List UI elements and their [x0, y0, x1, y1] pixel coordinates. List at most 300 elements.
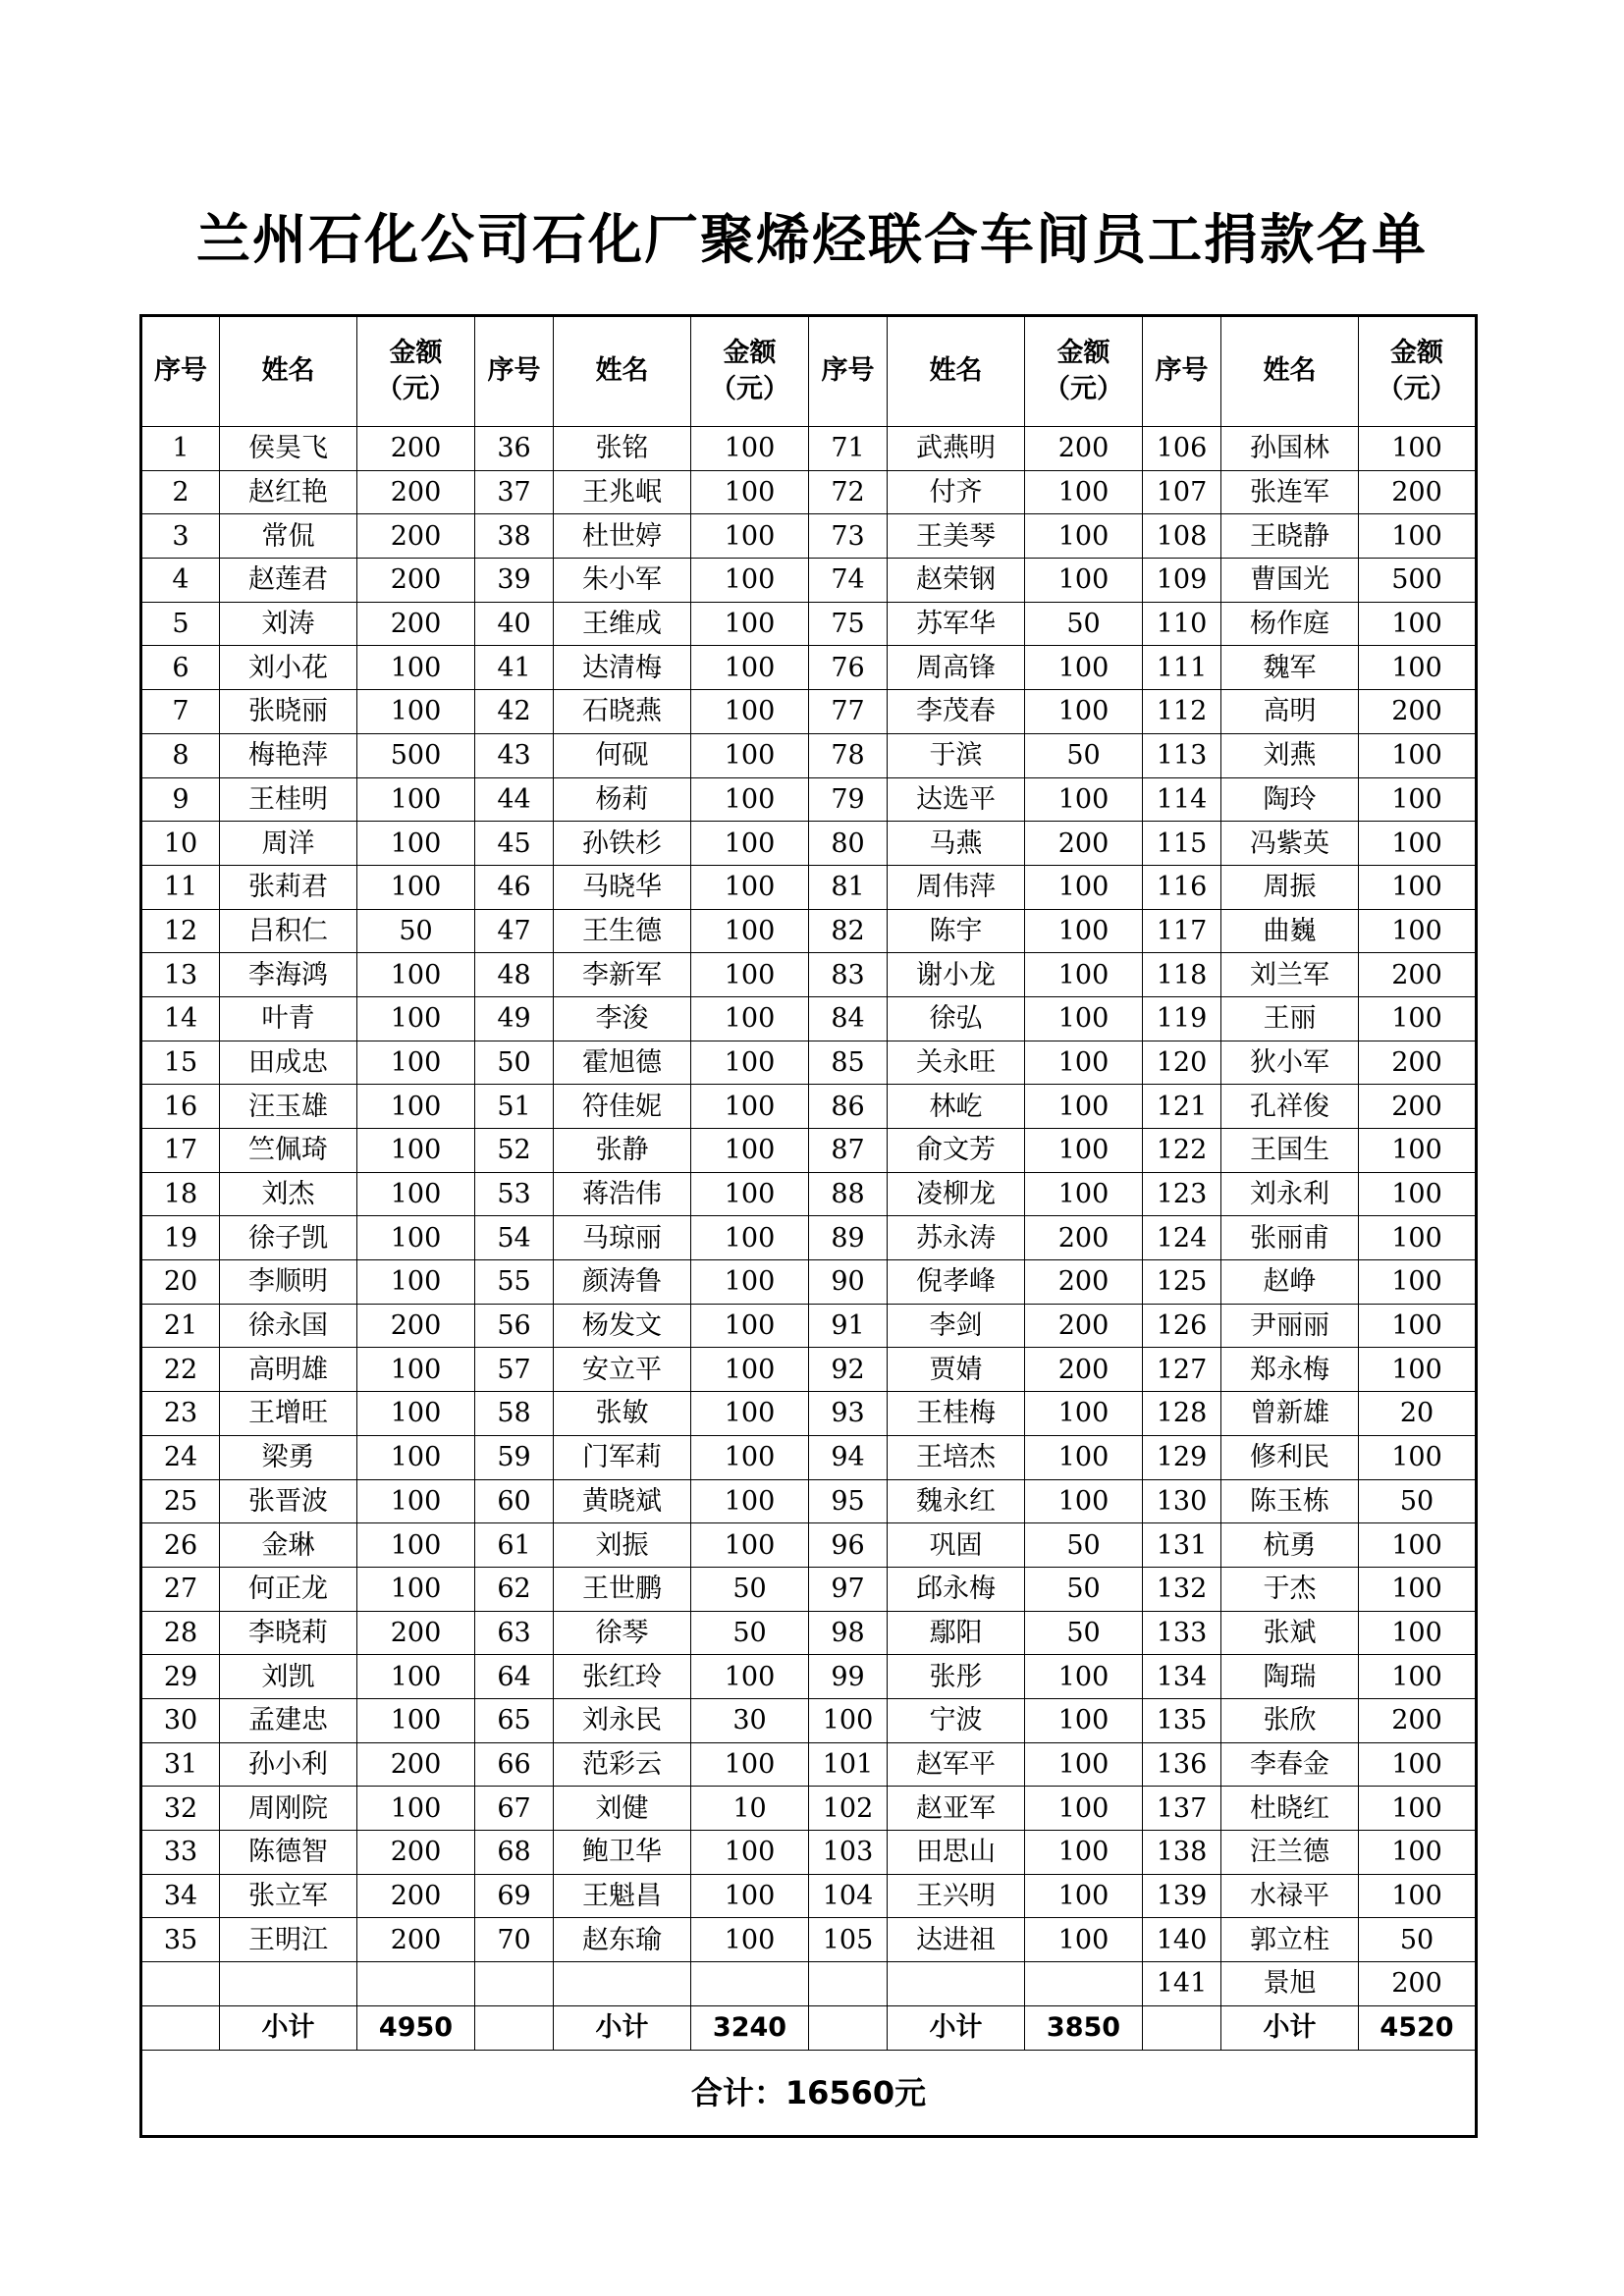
name-cell: 张丽甫	[1221, 1216, 1359, 1260]
table-row	[141, 427, 1477, 471]
amount-cell: 50	[1359, 1918, 1477, 1962]
name-cell: 邱永梅	[888, 1567, 1025, 1611]
serial-number-cell: 43	[475, 733, 554, 777]
amount-cell: 100	[1025, 777, 1143, 822]
name-cell: 颜涛鲁	[554, 1260, 691, 1305]
serial-number-cell: 115	[1143, 822, 1221, 866]
serial-number-cell: 8	[141, 733, 220, 777]
name-cell: 修利民	[1221, 1435, 1359, 1479]
serial-number-cell	[475, 1962, 554, 2006]
name-cell: 李茂春	[888, 690, 1025, 734]
amount-cell: 100	[357, 1698, 475, 1742]
amount-cell: 100	[357, 953, 475, 997]
amount-cell: 100	[357, 1260, 475, 1305]
name-cell: 张连军	[1221, 470, 1359, 514]
donation-table	[139, 314, 1478, 2138]
serial-number-cell: 70	[475, 1918, 554, 1962]
name-cell: 陶瑞	[1221, 1655, 1359, 1699]
amount-cell: 100	[1359, 909, 1477, 953]
name-cell: 狄小军	[1221, 1041, 1359, 1085]
name-cell: 王兴明	[888, 1874, 1025, 1918]
serial-number-cell: 116	[1143, 865, 1221, 909]
name-cell	[888, 1962, 1025, 2006]
amount-cell: 200	[357, 1874, 475, 1918]
amount-cell: 100	[1359, 777, 1477, 822]
serial-number-cell: 121	[1143, 1085, 1221, 1129]
subtotal-empty-cell	[1143, 2005, 1221, 2050]
amount-cell: 200	[1025, 427, 1143, 471]
serial-number-cell: 122	[1143, 1129, 1221, 1173]
subtotal-empty-cell	[809, 2005, 888, 2050]
header-name: 姓名	[888, 316, 1025, 427]
name-cell: 石晓燕	[554, 690, 691, 734]
serial-number-cell: 105	[809, 1918, 888, 1962]
table-row	[141, 1611, 1477, 1655]
amount-cell: 100	[1359, 1523, 1477, 1568]
name-cell: 曲巍	[1221, 909, 1359, 953]
name-cell: 田成忠	[220, 1041, 357, 1085]
name-cell: 达清梅	[554, 646, 691, 690]
amount-cell: 20	[1359, 1392, 1477, 1436]
name-cell: 高明	[1221, 690, 1359, 734]
amount-cell: 100	[691, 559, 809, 603]
serial-number-cell: 45	[475, 822, 554, 866]
name-cell: 范彩云	[554, 1742, 691, 1787]
amount-cell: 50	[1025, 733, 1143, 777]
serial-number-cell: 102	[809, 1787, 888, 1831]
amount-cell: 100	[1025, 1479, 1143, 1523]
table-row	[141, 1348, 1477, 1392]
name-cell	[220, 1962, 357, 2006]
amount-cell: 100	[1025, 1041, 1143, 1085]
amount-cell: 200	[357, 1918, 475, 1962]
table-row	[141, 909, 1477, 953]
amount-cell: 100	[691, 514, 809, 559]
amount-cell: 100	[1359, 1216, 1477, 1260]
amount-cell: 100	[1025, 1392, 1143, 1436]
serial-number-cell: 63	[475, 1611, 554, 1655]
name-cell: 李晓莉	[220, 1611, 357, 1655]
serial-number-cell: 89	[809, 1216, 888, 1260]
amount-cell: 100	[357, 690, 475, 734]
amount-cell: 100	[1359, 1831, 1477, 1875]
name-cell	[554, 1962, 691, 2006]
name-cell: 周伟萍	[888, 865, 1025, 909]
amount-cell: 100	[357, 996, 475, 1041]
name-cell: 张晓丽	[220, 690, 357, 734]
name-cell: 吕积仁	[220, 909, 357, 953]
serial-number-cell: 104	[809, 1874, 888, 1918]
serial-number-cell: 56	[475, 1304, 554, 1348]
amount-cell: 100	[357, 1523, 475, 1568]
amount-cell: 100	[1025, 953, 1143, 997]
name-cell: 梁勇	[220, 1435, 357, 1479]
header-amount	[1025, 316, 1143, 427]
table-row	[141, 1523, 1477, 1568]
name-cell: 赵亚军	[888, 1787, 1025, 1831]
amount-cell: 100	[691, 1392, 809, 1436]
name-cell: 王培杰	[888, 1435, 1025, 1479]
amount-cell: 100	[691, 470, 809, 514]
name-cell: 孔祥俊	[1221, 1085, 1359, 1129]
name-cell: 郑永梅	[1221, 1348, 1359, 1392]
serial-number-cell: 31	[141, 1742, 220, 1787]
name-cell: 谢小龙	[888, 953, 1025, 997]
name-cell: 郭立柱	[1221, 1918, 1359, 1962]
serial-number-cell: 82	[809, 909, 888, 953]
name-cell: 梅艳萍	[220, 733, 357, 777]
serial-number-cell: 84	[809, 996, 888, 1041]
name-cell: 王世鹏	[554, 1567, 691, 1611]
serial-number-cell: 29	[141, 1655, 220, 1699]
serial-number-cell: 18	[141, 1172, 220, 1216]
serial-number-cell: 27	[141, 1567, 220, 1611]
name-cell: 安立平	[554, 1348, 691, 1392]
serial-number-cell: 51	[475, 1085, 554, 1129]
serial-number-cell: 74	[809, 559, 888, 603]
serial-number-cell: 80	[809, 822, 888, 866]
name-cell: 王明江	[220, 1918, 357, 1962]
name-cell: 杜世婷	[554, 514, 691, 559]
serial-number-cell: 100	[809, 1698, 888, 1742]
amount-cell: 500	[1359, 559, 1477, 603]
name-cell: 孟建忠	[220, 1698, 357, 1742]
table-row	[141, 822, 1477, 866]
table-body	[141, 427, 1477, 2137]
amount-cell: 100	[1025, 514, 1143, 559]
serial-number-cell: 97	[809, 1567, 888, 1611]
subtotal-label: 小计	[888, 2005, 1025, 2050]
amount-cell: 50	[1025, 1523, 1143, 1568]
amount-cell: 200	[357, 602, 475, 646]
name-cell: 何正龙	[220, 1567, 357, 1611]
name-cell: 赵峥	[1221, 1260, 1359, 1305]
name-cell: 刘振	[554, 1523, 691, 1568]
name-cell: 李浚	[554, 996, 691, 1041]
serial-number-cell: 136	[1143, 1742, 1221, 1787]
name-cell: 刘涛	[220, 602, 357, 646]
header-serial-number: 序号	[809, 316, 888, 427]
name-cell: 张彤	[888, 1655, 1025, 1699]
amount-cell: 100	[1359, 733, 1477, 777]
amount-cell	[691, 1962, 809, 2006]
amount-cell: 200	[357, 1304, 475, 1348]
name-cell: 鄢阳	[888, 1611, 1025, 1655]
amount-cell: 100	[691, 777, 809, 822]
serial-number-cell: 50	[475, 1041, 554, 1085]
serial-number-cell: 66	[475, 1742, 554, 1787]
serial-number-cell: 71	[809, 427, 888, 471]
serial-number-cell: 101	[809, 1742, 888, 1787]
amount-cell: 100	[691, 1742, 809, 1787]
name-cell: 苏军华	[888, 602, 1025, 646]
name-cell: 黄晓斌	[554, 1479, 691, 1523]
amount-cell: 100	[691, 953, 809, 997]
page-title: 兰州石化公司石化厂聚烯烃联合车间员工捐款名单	[195, 208, 1428, 271]
name-cell: 陈玉栋	[1221, 1479, 1359, 1523]
serial-number-cell: 33	[141, 1831, 220, 1875]
serial-number-cell: 114	[1143, 777, 1221, 822]
amount-cell: 100	[1025, 909, 1143, 953]
table-row	[141, 777, 1477, 822]
amount-cell: 100	[1025, 1172, 1143, 1216]
serial-number-cell: 28	[141, 1611, 220, 1655]
serial-number-cell: 42	[475, 690, 554, 734]
table-row	[141, 733, 1477, 777]
amount-cell: 100	[691, 1918, 809, 1962]
amount-cell: 200	[357, 427, 475, 471]
subtotal-value: 3850	[1025, 2005, 1143, 2050]
serial-number-cell: 125	[1143, 1260, 1221, 1305]
serial-number-cell: 69	[475, 1874, 554, 1918]
amount-cell: 100	[691, 690, 809, 734]
subtotal-label: 小计	[1221, 2005, 1359, 2050]
serial-number-cell: 12	[141, 909, 220, 953]
amount-cell: 100	[357, 1655, 475, 1699]
serial-number-cell: 68	[475, 1831, 554, 1875]
amount-cell: 100	[691, 1874, 809, 1918]
serial-number-cell: 138	[1143, 1831, 1221, 1875]
name-cell: 侯昊飞	[220, 427, 357, 471]
amount-cell: 100	[357, 1348, 475, 1392]
header-name: 姓名	[554, 316, 691, 427]
serial-number-cell: 6	[141, 646, 220, 690]
serial-number-cell: 88	[809, 1172, 888, 1216]
serial-number-cell: 57	[475, 1348, 554, 1392]
serial-number-cell: 19	[141, 1216, 220, 1260]
table-row	[141, 602, 1477, 646]
serial-number-cell: 123	[1143, 1172, 1221, 1216]
name-cell: 刘健	[554, 1787, 691, 1831]
amount-cell: 200	[1359, 1698, 1477, 1742]
subtotal-value: 4520	[1359, 2005, 1477, 2050]
serial-number-cell: 20	[141, 1260, 220, 1305]
name-cell: 李剑	[888, 1304, 1025, 1348]
amount-cell: 200	[1025, 822, 1143, 866]
header-amount	[1359, 316, 1477, 427]
amount-cell: 100	[1359, 1611, 1477, 1655]
serial-number-cell: 35	[141, 1918, 220, 1962]
amount-cell: 50	[691, 1567, 809, 1611]
amount-cell: 200	[357, 1742, 475, 1787]
table-row	[141, 996, 1477, 1041]
serial-number-cell: 16	[141, 1085, 220, 1129]
amount-cell: 100	[1359, 822, 1477, 866]
name-cell: 张晋波	[220, 1479, 357, 1523]
amount-cell: 100	[1359, 1260, 1477, 1305]
name-cell: 陈德智	[220, 1831, 357, 1875]
name-cell: 蒋浩伟	[554, 1172, 691, 1216]
amount-cell: 100	[1025, 1787, 1143, 1831]
amount-cell: 100	[1025, 1742, 1143, 1787]
amount-cell: 100	[357, 1085, 475, 1129]
name-cell: 马琼丽	[554, 1216, 691, 1260]
name-cell: 汪玉雄	[220, 1085, 357, 1129]
header-amount-label: 金额	[723, 338, 777, 369]
serial-number-cell: 22	[141, 1348, 220, 1392]
table-row	[141, 1831, 1477, 1875]
name-cell: 景旭	[1221, 1962, 1359, 2006]
header-serial-number: 序号	[475, 316, 554, 427]
donation-table-container	[139, 314, 1477, 2138]
name-cell: 赵荣钢	[888, 559, 1025, 603]
name-cell: 杭勇	[1221, 1523, 1359, 1568]
serial-number-cell: 30	[141, 1698, 220, 1742]
amount-cell: 100	[691, 1479, 809, 1523]
table-row	[141, 1172, 1477, 1216]
amount-cell: 100	[1025, 1698, 1143, 1742]
amount-cell: 100	[1025, 646, 1143, 690]
subtotal-row	[141, 2005, 1477, 2050]
amount-cell	[1025, 1962, 1143, 2006]
serial-number-cell: 107	[1143, 470, 1221, 514]
serial-number-cell: 61	[475, 1523, 554, 1568]
serial-number-cell: 44	[475, 777, 554, 822]
amount-cell: 100	[691, 909, 809, 953]
name-cell: 王增旺	[220, 1392, 357, 1436]
name-cell: 赵莲君	[220, 559, 357, 603]
amount-cell: 100	[1359, 1655, 1477, 1699]
amount-cell: 200	[1359, 1962, 1477, 2006]
name-cell: 俞文芳	[888, 1129, 1025, 1173]
name-cell: 张莉君	[220, 865, 357, 909]
amount-cell: 100	[691, 427, 809, 471]
amount-cell: 100	[691, 1523, 809, 1568]
name-cell: 周高锋	[888, 646, 1025, 690]
amount-cell: 200	[1359, 1085, 1477, 1129]
name-cell: 杨发文	[554, 1304, 691, 1348]
serial-number-cell: 40	[475, 602, 554, 646]
subtotal-label: 小计	[220, 2005, 357, 2050]
name-cell: 门军莉	[554, 1435, 691, 1479]
name-cell: 孙铁杉	[554, 822, 691, 866]
serial-number-cell: 55	[475, 1260, 554, 1305]
name-cell: 水禄平	[1221, 1874, 1359, 1918]
serial-number-cell	[141, 1962, 220, 2006]
table-row	[141, 865, 1477, 909]
serial-number-cell: 47	[475, 909, 554, 953]
grand-total-row	[141, 2050, 1477, 2136]
name-cell: 张铭	[554, 427, 691, 471]
amount-cell: 100	[691, 1348, 809, 1392]
header-amount-label: 金额	[1390, 338, 1443, 369]
table-row	[141, 1085, 1477, 1129]
name-cell: 刘兰军	[1221, 953, 1359, 997]
table-row	[141, 1129, 1477, 1173]
amount-cell: 100	[1359, 1348, 1477, 1392]
serial-number-cell: 39	[475, 559, 554, 603]
serial-number-cell: 46	[475, 865, 554, 909]
name-cell: 高明雄	[220, 1348, 357, 1392]
amount-cell: 50	[1025, 1567, 1143, 1611]
serial-number-cell: 130	[1143, 1479, 1221, 1523]
amount-cell: 100	[1025, 1435, 1143, 1479]
table-header-row	[141, 316, 1477, 427]
name-cell: 林屹	[888, 1085, 1025, 1129]
amount-cell: 100	[1359, 1129, 1477, 1173]
subtotal-empty-cell	[141, 2005, 220, 2050]
amount-cell: 100	[1025, 470, 1143, 514]
amount-cell: 200	[1025, 1304, 1143, 1348]
amount-cell: 100	[1025, 690, 1143, 734]
subtotal-value: 4950	[357, 2005, 475, 2050]
amount-cell: 100	[1359, 1742, 1477, 1787]
amount-cell: 100	[691, 1216, 809, 1260]
name-cell: 王丽	[1221, 996, 1359, 1041]
name-cell: 魏军	[1221, 646, 1359, 690]
serial-number-cell: 99	[809, 1655, 888, 1699]
serial-number-cell: 87	[809, 1129, 888, 1173]
table-row	[141, 1698, 1477, 1742]
amount-cell: 100	[691, 602, 809, 646]
amount-cell: 100	[357, 1172, 475, 1216]
amount-cell: 100	[1025, 1831, 1143, 1875]
serial-number-cell: 23	[141, 1392, 220, 1436]
amount-cell: 100	[691, 865, 809, 909]
serial-number-cell: 129	[1143, 1435, 1221, 1479]
serial-number-cell: 134	[1143, 1655, 1221, 1699]
serial-number-cell: 92	[809, 1348, 888, 1392]
serial-number-cell: 79	[809, 777, 888, 822]
serial-number-cell: 75	[809, 602, 888, 646]
header-amount-unit: （元）	[1377, 373, 1457, 404]
serial-number-cell: 126	[1143, 1304, 1221, 1348]
name-cell: 尹丽丽	[1221, 1304, 1359, 1348]
amount-cell: 100	[1359, 865, 1477, 909]
amount-cell: 100	[357, 1129, 475, 1173]
serial-number-cell: 60	[475, 1479, 554, 1523]
serial-number-cell: 90	[809, 1260, 888, 1305]
serial-number-cell: 38	[475, 514, 554, 559]
header-amount-unit: （元）	[1044, 373, 1123, 404]
serial-number-cell: 14	[141, 996, 220, 1041]
name-cell: 马晓华	[554, 865, 691, 909]
serial-number-cell: 15	[141, 1041, 220, 1085]
amount-cell: 50	[1025, 1611, 1143, 1655]
serial-number-cell: 109	[1143, 559, 1221, 603]
amount-cell	[357, 1962, 475, 2006]
amount-cell: 200	[1359, 953, 1477, 997]
name-cell: 王晓静	[1221, 514, 1359, 559]
header-amount-label: 金额	[389, 338, 443, 369]
name-cell: 刘小花	[220, 646, 357, 690]
name-cell: 于滨	[888, 733, 1025, 777]
amount-cell: 100	[1359, 602, 1477, 646]
name-cell: 武燕明	[888, 427, 1025, 471]
name-cell: 张红玲	[554, 1655, 691, 1699]
name-cell: 关永旺	[888, 1041, 1025, 1085]
serial-number-cell: 98	[809, 1611, 888, 1655]
amount-cell: 100	[691, 1041, 809, 1085]
serial-number-cell: 108	[1143, 514, 1221, 559]
name-cell: 王国生	[1221, 1129, 1359, 1173]
serial-number-cell: 32	[141, 1787, 220, 1831]
amount-cell: 100	[1025, 559, 1143, 603]
name-cell: 鲍卫华	[554, 1831, 691, 1875]
name-cell: 刘燕	[1221, 733, 1359, 777]
amount-cell: 200	[1359, 1041, 1477, 1085]
serial-number-cell: 11	[141, 865, 220, 909]
amount-cell: 100	[357, 1435, 475, 1479]
name-cell: 张斌	[1221, 1611, 1359, 1655]
amount-cell: 100	[357, 865, 475, 909]
amount-cell: 200	[1359, 690, 1477, 734]
serial-number-cell: 54	[475, 1216, 554, 1260]
amount-cell: 100	[1359, 514, 1477, 559]
amount-cell: 100	[1025, 996, 1143, 1041]
amount-cell: 100	[691, 822, 809, 866]
serial-number-cell: 73	[809, 514, 888, 559]
